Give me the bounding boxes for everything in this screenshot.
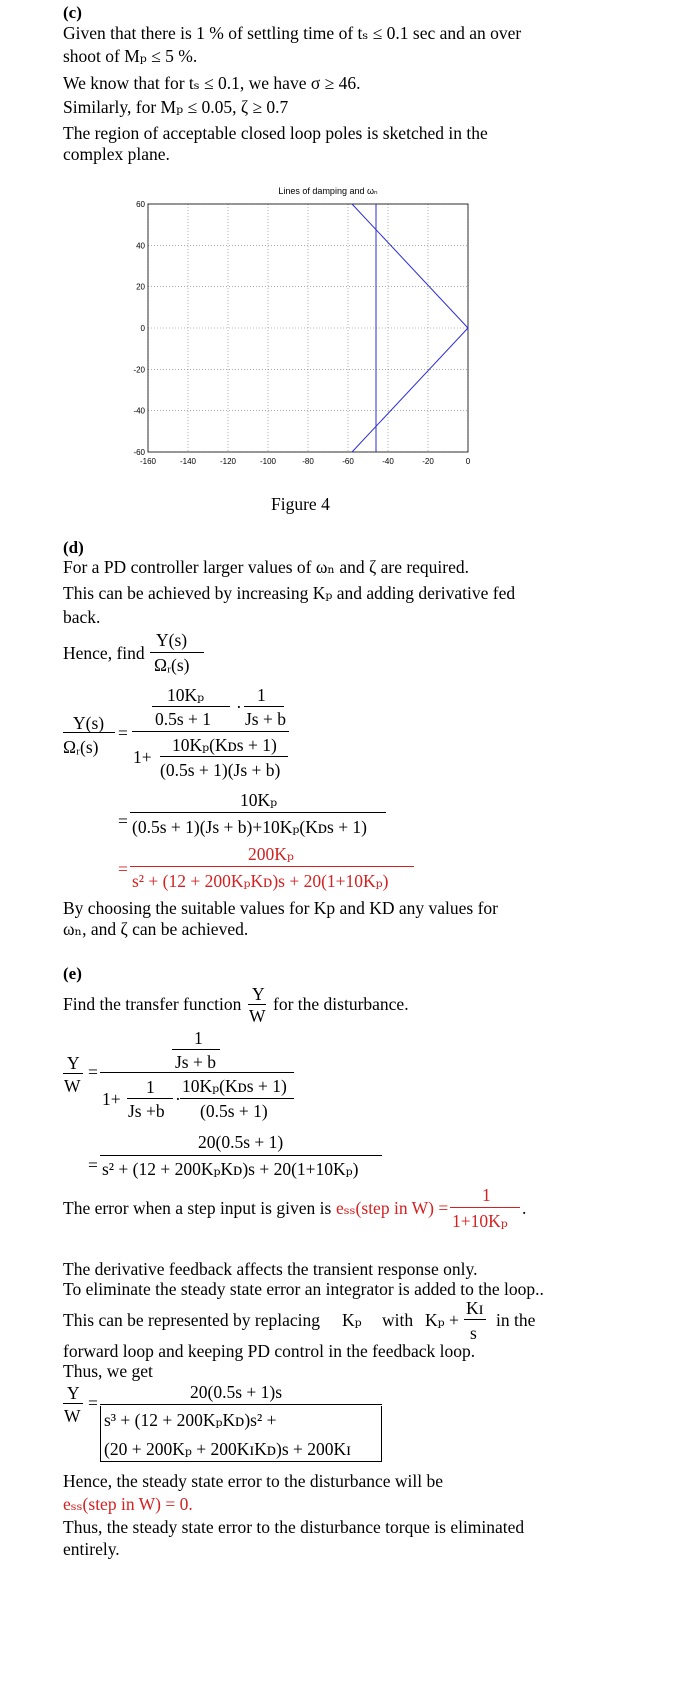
y-tick-label: -40 xyxy=(133,406,145,416)
x-tick-label: -140 xyxy=(179,457,197,466)
y-tick-label: 0 xyxy=(140,324,145,333)
e-find-den: W xyxy=(249,1006,266,1026)
e-eq1-bot-one: 1+ xyxy=(102,1089,121,1109)
part-c-line6: complex plane. xyxy=(63,144,170,164)
e-error-den: 1+10Kₚ xyxy=(452,1211,508,1231)
part-d-line3: back. xyxy=(63,607,101,627)
e-find-text: Find the transfer function xyxy=(63,994,242,1014)
e-find-after: for the disturbance. xyxy=(273,994,409,1014)
d-lhs-den: Ωᵣ(s) xyxy=(63,737,99,757)
part-d-line2: This can be achieved by increasing Kₚ and adding derivative fed xyxy=(63,583,516,603)
equals-sign: = xyxy=(118,811,128,831)
d-eq2-den: (0.5s + 1)(Js + b)+10Kₚ(Kᴅs + 1) xyxy=(132,817,368,837)
e-p1: The derivative feedback affects the transient response only. xyxy=(63,1259,478,1279)
equals-sign: = xyxy=(88,1393,98,1413)
e-eq1-top-num: 1 xyxy=(194,1028,203,1048)
d-eq1-den1: 0.5s + 1 xyxy=(155,709,212,729)
part-c-line2: shoot of Mₚ ≤ 5 %. xyxy=(63,46,198,66)
e-final-lhs-den: W xyxy=(64,1406,81,1426)
equals-sign: = xyxy=(118,859,128,879)
d-eq1-bot-den: (0.5s + 1)(Js + b) xyxy=(160,760,281,780)
e-p3c: with xyxy=(382,1310,414,1330)
d-eq1-bot-one: 1+ xyxy=(133,747,152,767)
dot-sign: · xyxy=(236,697,242,717)
part-c-label: (c) xyxy=(63,3,82,22)
e-p3b: Kₚ xyxy=(342,1310,362,1330)
e-p4: forward loop and keeping PD control in the feedback loop. xyxy=(63,1341,476,1361)
y-tick-label: 60 xyxy=(136,200,145,209)
e-eq1-bot-den2: (0.5s + 1) xyxy=(200,1101,268,1121)
equals-sign: = xyxy=(88,1155,98,1175)
e-p3-den: s xyxy=(470,1323,477,1343)
x-tick-label: -60 xyxy=(342,457,354,466)
y-tick-label: -60 xyxy=(133,448,145,457)
part-e-label: (e) xyxy=(63,964,82,983)
e-eq1-bot-num1: 1 xyxy=(146,1077,155,1097)
figure-caption: Figure 4 xyxy=(271,494,330,514)
e-p3a: This can be represented by replacing xyxy=(63,1310,321,1330)
e-eq1-bot-num2: 10Kₚ(Kᴅs + 1) xyxy=(182,1076,287,1096)
e-p3-num: Kɪ xyxy=(466,1298,484,1318)
d-eq1-den2: Js + b xyxy=(245,709,286,729)
e-final-num: 20(0.5s + 1)s xyxy=(190,1382,283,1402)
e-find-num: Y xyxy=(252,984,265,1004)
e-final-den1: s³ + (12 + 200KₚKᴅ)s² + xyxy=(104,1410,277,1430)
d-lhs-num: Y(s) xyxy=(73,713,105,733)
x-tick-label: -20 xyxy=(422,457,434,466)
e-lhs-den: W xyxy=(64,1076,81,1096)
part-c-line5: The region of acceptable closed loop poles is sketched in the xyxy=(63,123,488,143)
equals-sign: = xyxy=(88,1062,98,1082)
e-p2: To eliminate the steady state error an integrator is added to the loop.. xyxy=(63,1279,544,1299)
e-p3e: in the xyxy=(496,1310,536,1330)
e-error-num: 1 xyxy=(482,1185,491,1205)
damping-chart xyxy=(118,180,488,480)
part-c-line1: Given that there is 1 % of settling time of tₛ ≤ 0.1 sec and an over xyxy=(63,23,522,43)
part-c-line4: Similarly, for Mₚ ≤ 0.05, ζ ≥ 0.7 xyxy=(63,97,289,117)
e-lhs-num: Y xyxy=(67,1053,80,1073)
e-error-text: The error when a step input is given is xyxy=(63,1198,332,1218)
x-tick-label: 0 xyxy=(465,457,471,466)
d-eq1-bot-num: 10Kₚ(Kᴅs + 1) xyxy=(172,735,277,755)
part-d-line1: For a PD controller larger values of ωₙ and ζ are required. xyxy=(63,557,470,577)
e-eq2-num: 20(0.5s + 1) xyxy=(198,1132,284,1152)
hence-den: Ωᵣ(s) xyxy=(154,655,190,675)
y-tick-label: -20 xyxy=(133,365,145,375)
chart-title: Lines of damping and ωₙ xyxy=(278,186,378,196)
d-eq1-num1: 10Kₚ xyxy=(167,685,205,705)
y-tick-label: 40 xyxy=(136,241,145,251)
d-conclusion1: By choosing the suitable values for Kp and KD any values for xyxy=(63,898,498,918)
dot-sign: · xyxy=(175,1089,181,1109)
d-eq1-num2: 1 xyxy=(257,685,266,705)
e-p3d: Kₚ + xyxy=(425,1310,459,1330)
hence-num: Y(s) xyxy=(156,630,188,650)
e-final-lhs-num: Y xyxy=(67,1383,80,1403)
x-tick-label: -100 xyxy=(259,457,277,466)
part-c-line3: We know that for tₛ ≤ 0.1, we have σ ≥ 46. xyxy=(63,73,361,93)
e-c1: Hence, the steady state error to the disturbance will be xyxy=(63,1471,443,1491)
x-tick-label: -160 xyxy=(139,457,157,466)
x-tick-label: -120 xyxy=(219,457,237,466)
d-conclusion2: ωₙ, and ζ can be achieved. xyxy=(63,919,249,939)
hence-find-text: Hence, find xyxy=(63,643,145,663)
d-eq3-num: 200Kₚ xyxy=(248,844,294,864)
e-error-expr: eₛₛ(step in W) = xyxy=(336,1198,449,1218)
y-tick-label: 20 xyxy=(136,282,145,292)
x-tick-label: -40 xyxy=(382,457,394,466)
x-tick-label: -80 xyxy=(302,457,314,466)
e-p5: Thus, we get xyxy=(63,1361,153,1381)
e-c2: eₛₛ(step in W) = 0. xyxy=(63,1494,193,1514)
d-eq2-num: 10Kₚ xyxy=(240,790,278,810)
period: . xyxy=(522,1198,527,1218)
equals-sign: = xyxy=(118,723,128,743)
e-c4: entirely. xyxy=(63,1539,120,1559)
e-c3: Thus, the steady state error to the disturbance torque is eliminated xyxy=(63,1517,525,1537)
part-d-label: (d) xyxy=(63,538,84,557)
e-eq2-den: s² + (12 + 200KₚKᴅ)s + 20(1+10Kₚ) xyxy=(102,1159,359,1179)
e-final-den2: (20 + 200Kₚ + 200KɪKᴅ)s + 200Kɪ xyxy=(104,1439,352,1459)
d-eq3-den: s² + (12 + 200KₚKᴅ)s + 20(1+10Kₚ) xyxy=(132,871,389,891)
e-eq1-bot-den1: Js +b xyxy=(128,1101,165,1121)
e-eq1-top-den: Js + b xyxy=(175,1052,216,1072)
